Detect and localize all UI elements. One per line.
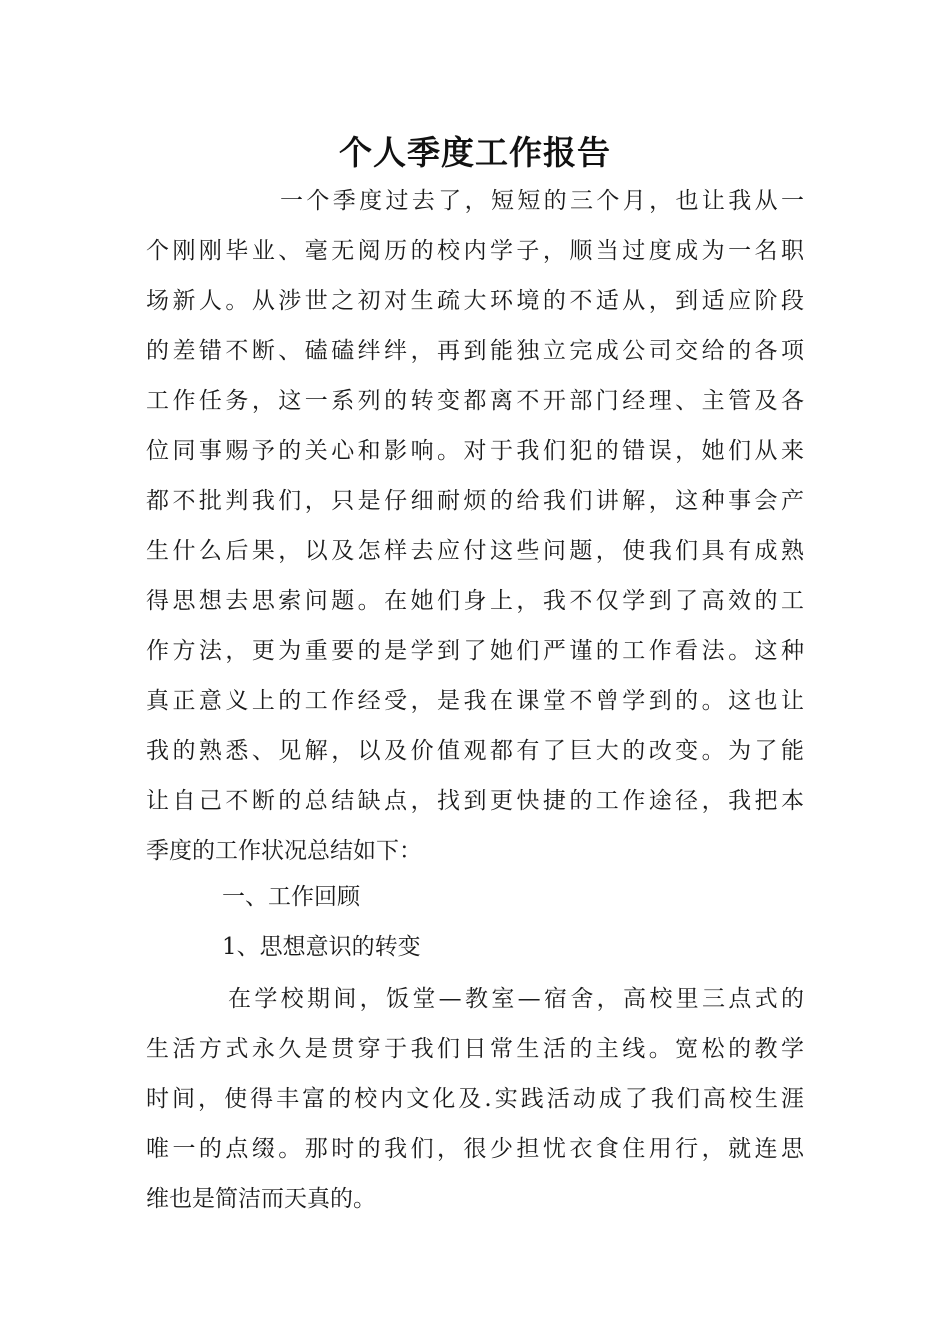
paragraph-line: 唯一的点缀。那时的我们，很少担忧衣食住用行，就连思 [146,1136,804,1162]
document-title: 个人季度工作报告 [339,133,611,172]
paragraph-line: 我的熟悉、见解，以及价值观都有了巨大的改变。为了能 [146,738,804,764]
paragraph-line: 都不批判我们，只是仔细耐烦的给我们讲解，这种事会产 [146,488,804,514]
paragraph-line: 个刚刚毕业、毫无阅历的校内学子，顺当过度成为一名职 [146,238,804,264]
paragraph-line: 真正意义上的工作经受，是我在课堂不曾学到的。这也让 [146,688,804,714]
paragraph-line: 生什么后果，以及怎样去应付这些问题，使我们具有成熟 [146,538,804,564]
paragraph-line: 得思想去思索问题。在她们身上，我不仅学到了高效的工 [146,588,804,614]
paragraph-line: 在学校期间，饭堂—教室—宿舍，高校里三点式的 [228,986,804,1012]
paragraph-line: 维也是简洁而天真的。 [146,1186,376,1212]
paragraph-line: 位同事赐予的关心和影响。对于我们犯的错误，她们从来 [146,438,804,464]
subsection-heading: 1、思想意识的转变 [222,934,421,960]
paragraph-line: 工作任务，这一系列的转变都离不开部门经理、主管及各 [146,388,804,414]
paragraph-line: 让自己不断的总结缺点，找到更快捷的工作途径，我把本 [146,788,804,814]
section-heading: 一、工作回顾 [222,884,360,910]
paragraph-line: 作方法，更为重要的是学到了她们严谨的工作看法。这种 [146,638,804,664]
paragraph-line: 生活方式永久是贯穿于我们日常生活的主线。宽松的教学 [146,1036,804,1062]
paragraph-line: 季度的工作状况总结如下： [146,838,422,864]
paragraph-line: 一个季度过去了，短短的三个月，也让我从一 [280,188,804,214]
paragraph-line: 时间，使得丰富的校内文化及.实践活动成了我们高校生涯 [146,1086,804,1112]
paragraph-line: 场新人。从涉世之初对生疏大环境的不适从，到适应阶段 [146,288,804,314]
paragraph-line: 的差错不断、磕磕绊绊，再到能独立完成公司交给的各项 [146,338,804,364]
